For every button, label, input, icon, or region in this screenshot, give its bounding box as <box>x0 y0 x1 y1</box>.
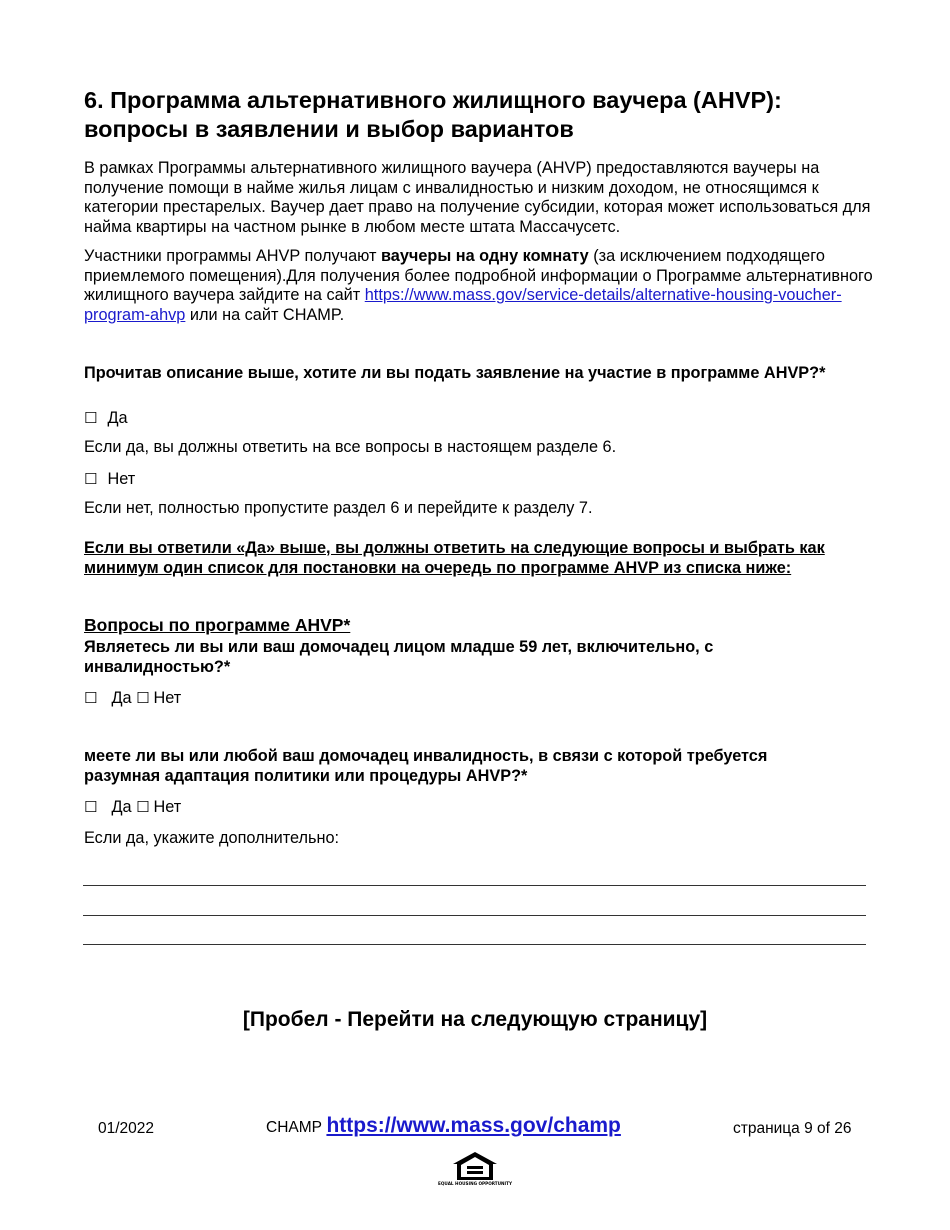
equal-housing-logo <box>438 1150 512 1190</box>
apply-no-option[interactable] <box>84 469 135 489</box>
q1-yes-checkbox[interactable]: ☐ <box>84 689 98 707</box>
ahvp-info-link[interactable]: https://www.mass.gov/service-details/alternative-housing-voucher-program-ahvp <box>84 286 842 325</box>
section-title: 6. Программа альтернативного жилищного ваучера (AHVP): вопросы в заявлении и выбор вариантов <box>84 87 782 142</box>
q2-options <box>84 797 181 817</box>
details-text-2: (за исключением подходящего приемлемого помещения).Для получения более подробной информации о Программе альтернативного жилищного ваучера зайдите на сайт <box>84 247 873 305</box>
q2-yes-label: Да <box>111 798 132 816</box>
q1-options <box>84 688 181 708</box>
details-bold: ваучеры на одну комнату <box>380 247 589 265</box>
answer-line-3[interactable] <box>83 944 866 945</box>
apply-no-note: Если нет, полностью пропустите раздел 6 и перейдите к разделу 7. <box>84 499 593 517</box>
answer-line-2[interactable] <box>83 915 866 916</box>
details-text-3: или на сайт CHAMP. <box>185 306 345 325</box>
q1-text: Являетесь ли вы или ваш домочадец лицом младше 59 лет, включительно, с инвалидностью?* <box>84 638 714 676</box>
apply-yes-checkbox[interactable]: ☐ <box>84 409 98 427</box>
footer-page-number: страница 9 of 26 <box>733 1120 852 1137</box>
details-text-1: Участники программы AHVP получают <box>84 247 381 265</box>
q2-text: меете ли вы или любой ваш домочадец инвалидность, в связи с которой требуется разумная адаптация политики или процедуры AHVP?* <box>84 747 768 785</box>
description-text: В рамках Программы альтернативного жилищного ваучера (AHVP) предоставляются ваучеры на получение помощи в найме жилья лицам с инвалидностью и низким доходом, не относящимся к категории престарелых. Ваучер дает право на получение субсидии, которая может использоваться для найма квартиры на частном рынке в любом месте штата Массачусетс. <box>84 159 871 237</box>
section-description <box>84 159 874 238</box>
apply-no-checkbox[interactable]: ☐ <box>84 470 98 488</box>
logo-text: EQUAL HOUSING OPPORTUNITY <box>438 1181 512 1186</box>
apply-yes-note: Если да, вы должны ответить на все вопросы в настоящем разделе 6. <box>84 438 617 456</box>
q1-yes-label: Да <box>111 689 132 707</box>
footer-champ-link[interactable]: https://www.mass.gov/champ <box>326 1114 621 1137</box>
q1-no-label: Нет <box>153 689 182 707</box>
apply-no-label: Нет <box>107 470 136 488</box>
q2-no-label: Нет <box>153 798 182 816</box>
apply-question: Прочитав описание выше, хотите ли вы подать заявление на участие в программе AHVP?* <box>84 364 826 382</box>
answer-line-1[interactable] <box>83 885 866 886</box>
footer-champ <box>266 1114 621 1138</box>
instruction-text: Если вы ответили «Да» выше, вы должны ответить на следующие вопросы и выбрать как минимум один список для постановки на очередь по программе AHVP из списка ниже: <box>84 539 825 577</box>
apply-yes-option[interactable] <box>84 408 128 428</box>
q2-yes-checkbox[interactable]: ☐ <box>84 798 98 816</box>
ahvp-questions-heading: Вопросы по программе AHVP* <box>84 615 351 635</box>
blank-page-notice: [Пробел - Перейти на следующую страницу] <box>242 1008 708 1031</box>
q2-followup: Если да, укажите дополнительно: <box>84 829 340 847</box>
q1-no-checkbox[interactable]: ☐ <box>136 689 150 707</box>
footer-champ-label: CHAMP <box>266 1119 322 1136</box>
q2-no-checkbox[interactable]: ☐ <box>136 798 150 816</box>
footer-date: 01/2022 <box>98 1120 155 1137</box>
apply-yes-label: Да <box>107 409 128 427</box>
section-details <box>84 247 874 326</box>
equal-housing-icon <box>438 1150 512 1190</box>
